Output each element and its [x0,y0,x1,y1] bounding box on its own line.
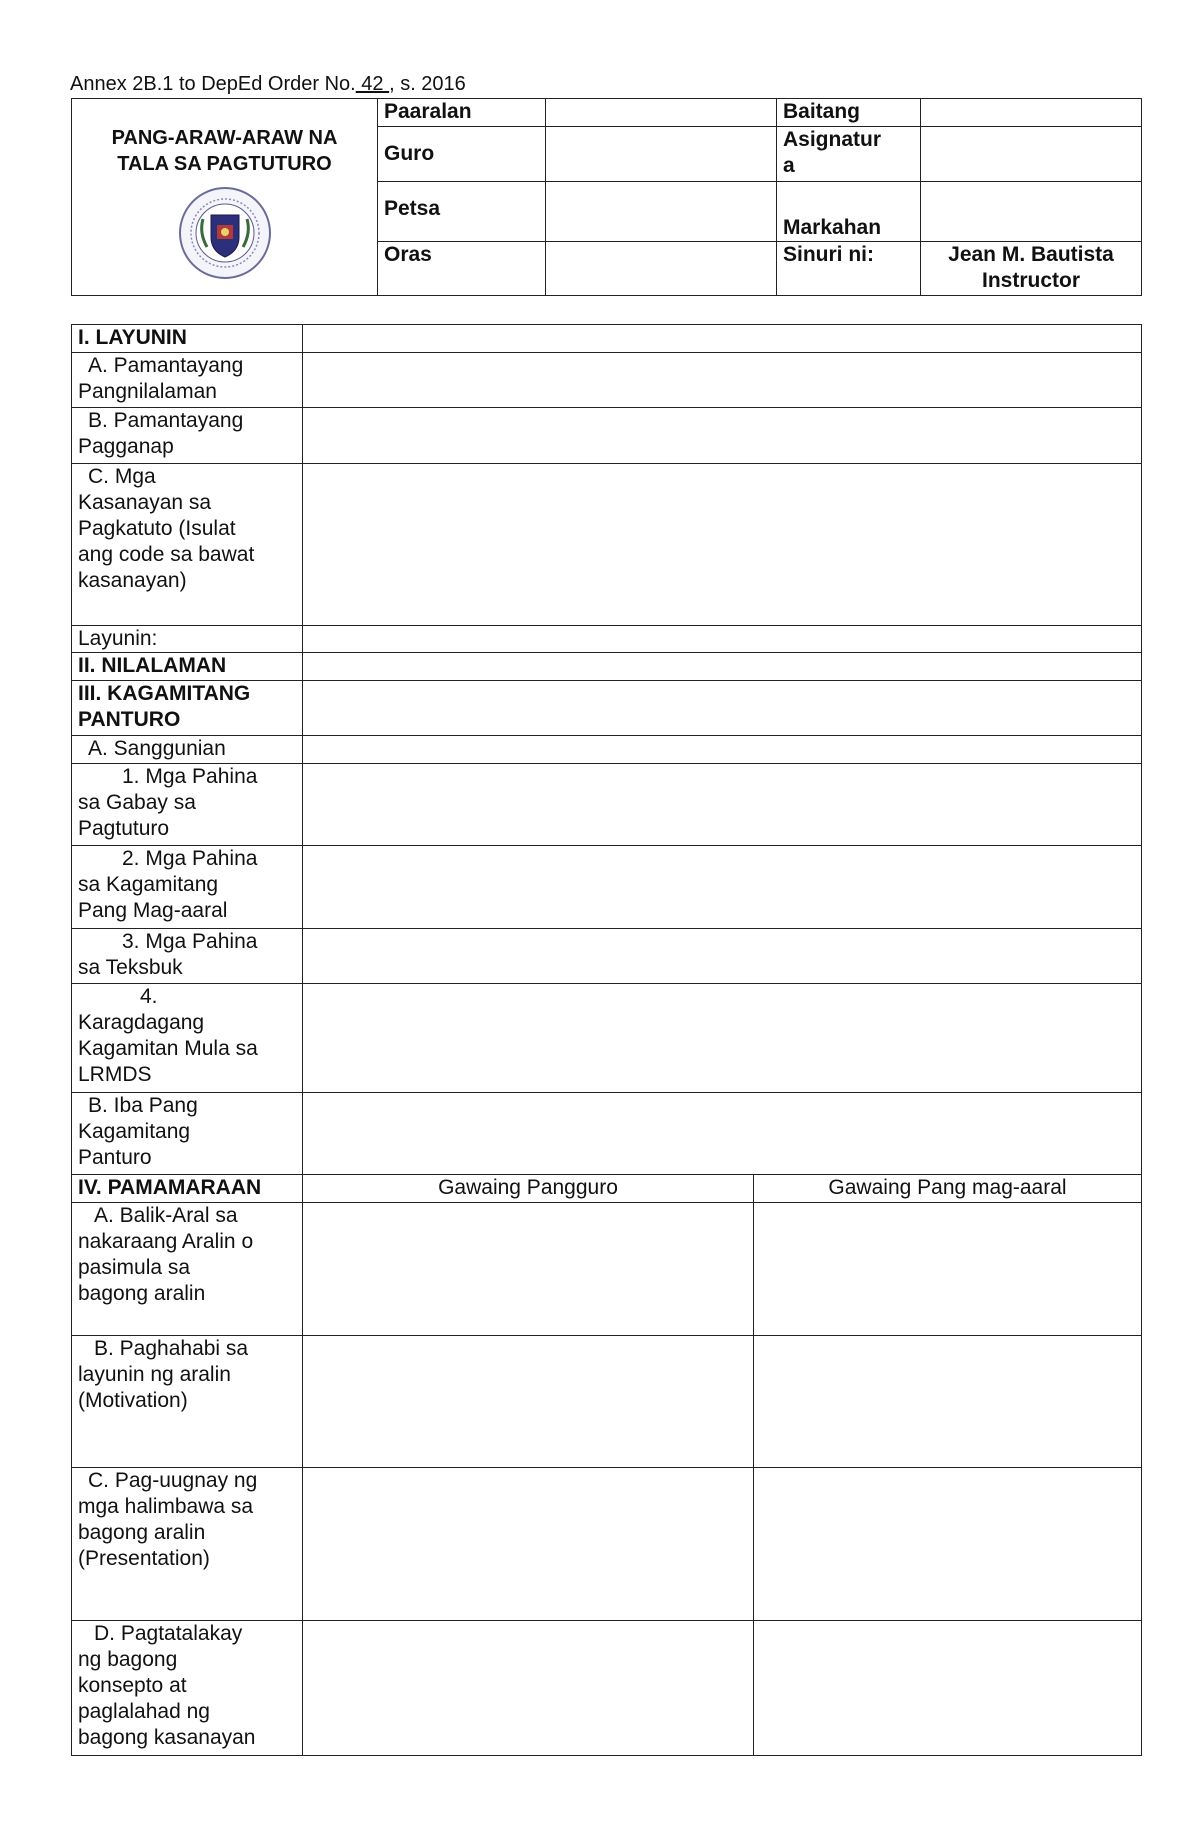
table-row [72,464,1142,626]
oras-label: Oras [378,242,546,296]
markahan-label: Markahan [777,182,921,242]
row-label-line: nakaraang Aralin o [78,1230,254,1253]
row-label-line: C. Pag-uugnay ng [88,1469,258,1492]
pag-uugnay-guro-field[interactable] [303,1468,754,1621]
pag-uugnay-mag-aaral-field[interactable] [754,1468,1142,1621]
balik-aral-mag-aaral-field[interactable] [754,1203,1142,1336]
table-row [72,626,1142,653]
row-label-line: 2. Mga Pahina [122,847,258,870]
table-row [72,1093,1142,1175]
petsa-label: Petsa [378,182,546,242]
sanggunian-label: A. Sanggunian [72,736,303,764]
row-label-line: Pagkatuto (Isulat [78,517,236,540]
kagamitang-mag-aaral-field[interactable] [303,846,1142,929]
row-label-line: ng bagong [78,1648,178,1671]
pamantayang-pagganap-label [72,408,303,464]
annex-reference [70,72,466,96]
row-label-line: sa Gabay sa [78,791,196,814]
table-row [72,653,1142,681]
teksbuk-label [72,929,303,984]
annex-order-number: 42 [355,73,390,95]
pagtatalakay-mag-aaral-field[interactable] [754,1621,1142,1756]
row-label-line: Kagamitang [78,1120,191,1143]
row-label-line: (Motivation) [78,1389,188,1412]
row-label-line: Pangnilalaman [78,380,217,403]
pagtatalakay-guro-field[interactable] [303,1621,754,1756]
table-row [72,1175,1142,1203]
table-row [72,681,1142,736]
row-label-line: 4. [140,985,158,1008]
kagamitang-panturo-heading [72,681,303,736]
teksbuk-field[interactable] [303,929,1142,984]
row-label-line: PANTURO [78,708,181,731]
table-row [72,353,1142,408]
row-label-line: 1. Mga Pahina [122,765,258,788]
row-label-line: Karagdagang [78,1011,205,1034]
paghahabi-label [72,1336,303,1468]
row-label-line: Panturo [78,1146,152,1169]
row-label-line: layunin ng aralin [78,1363,231,1386]
row-label-line: 3. Mga Pahina [122,930,258,953]
annex-prefix: Annex 2B.1 to DepEd Order No. [70,73,356,95]
asignatura-field[interactable] [921,127,1142,182]
row-label-line: Pagganap [78,435,174,458]
table-row [72,736,1142,764]
lrmds-field[interactable] [303,984,1142,1093]
row-label-line: A. Balik-Aral sa [94,1204,238,1227]
guro-field[interactable] [546,127,777,182]
pamamaraan-heading: IV. PAMAMARAAN [72,1175,303,1203]
row-label-line: B. Pamantayang [88,409,244,432]
petsa-field[interactable] [546,182,777,242]
paaralan-label: Paaralan [378,99,546,127]
kagamitang-panturo-field[interactable] [303,681,1142,736]
row-label-line: Pagtuturo [78,817,170,840]
paghahabi-mag-aaral-field[interactable] [754,1336,1142,1468]
sinuri-signatory [921,242,1142,296]
pamantayang-pangnilalaman-field[interactable] [303,353,1142,408]
table-row [72,1621,1142,1756]
nilalaman-heading: II. NILALAMAN [72,653,303,681]
markahan-field[interactable] [921,182,1142,242]
paghahabi-guro-field[interactable] [303,1336,754,1468]
gawaing-pangguro-header: Gawaing Pangguro [303,1175,754,1203]
row-label-line: A. Pamantayang [88,354,244,377]
sinuri-title: Instructor [981,269,1080,292]
annex-suffix: , s. 2016 [389,73,466,95]
row-label-line: sa Teksbuk [78,956,183,979]
guro-label: Guro [378,127,546,182]
balik-aral-guro-field[interactable] [303,1203,754,1336]
mga-kasanayan-label [72,464,303,626]
header-table [71,98,1142,296]
row-label-line: B. Paghahabi sa [94,1337,249,1360]
table-row [72,408,1142,464]
row-label-line: bagong aralin [78,1282,206,1305]
row-label-line: LRMDS [78,1063,152,1086]
sinuri-label: Sinuri ni: [777,242,921,296]
row-label-line: kasanayan) [78,569,187,592]
table-row [72,846,1142,929]
asignatura-label-line2: a [783,154,795,177]
sinuri-name: Jean M. Bautista [948,243,1114,266]
pagtatalakay-label [72,1621,303,1756]
row-label-line: paglalahad ng [78,1700,210,1723]
table-row [72,1203,1142,1336]
pamantayang-pagganap-field[interactable] [303,408,1142,464]
lrmds-label [72,984,303,1093]
mga-kasanayan-field[interactable] [303,464,1142,626]
deped-seal-icon [177,185,273,281]
sanggunian-field[interactable] [303,736,1142,764]
form-title-cell [72,99,378,296]
row-label-line: ang code sa bawat [78,543,255,566]
nilalaman-field[interactable] [303,653,1142,681]
form-title-line2: TALA SA PAGTUTURO [117,153,332,175]
row-label-line: mga halimbawa sa [78,1495,254,1518]
row-label-line: III. KAGAMITANG [78,682,251,705]
row-label-line: pasimula sa [78,1256,191,1279]
layunin-sub-field[interactable] [303,626,1142,653]
paaralan-field[interactable] [546,99,777,127]
iba-pang-kagamitang-label [72,1093,303,1175]
row-label-line: Kasanayan sa [78,491,212,514]
form-title-line1: PANG-ARAW-ARAW NA [111,127,338,149]
table-row [72,984,1142,1093]
layunin-sub-label: Layunin: [72,626,303,653]
row-label-line: B. Iba Pang [88,1094,198,1117]
baitang-field[interactable] [921,99,1142,127]
table-row [72,1468,1142,1621]
layunin-field[interactable] [303,325,1142,353]
row-label-line: (Presentation) [78,1547,210,1570]
balik-aral-label [72,1203,303,1336]
pag-uugnay-label [72,1468,303,1621]
asignatura-label [777,127,921,182]
table-row [72,764,1142,846]
asignatura-label-line1: Asignatur [783,128,882,151]
row-label-line: konsepto at [78,1674,187,1697]
gabay-pagtuturo-label [72,764,303,846]
table-row [72,929,1142,984]
lesson-plan-table [71,324,1142,1756]
table-row [72,325,1142,353]
iba-pang-kagamitang-field[interactable] [303,1093,1142,1175]
baitang-label: Baitang [777,99,921,127]
row-label-line: Pang Mag-aaral [78,899,228,922]
row-label-line: bagong aralin [78,1521,206,1544]
row-label-line: bagong kasanayan [78,1726,256,1749]
row-label-line: C. Mga [88,465,156,488]
row-label-line: Kagamitan Mula sa [78,1037,258,1060]
gabay-pagtuturo-field[interactable] [303,764,1142,846]
pamantayang-pangnilalaman-label [72,353,303,408]
gawaing-mag-aaral-header: Gawaing Pang mag-aaral [754,1175,1142,1203]
row-label-line: sa Kagamitang [78,873,219,896]
kagamitang-mag-aaral-label [72,846,303,929]
table-row [72,1336,1142,1468]
oras-field[interactable] [546,242,777,296]
row-label-line: D. Pagtatalakay [94,1622,243,1645]
layunin-heading: I. LAYUNIN [72,325,303,353]
